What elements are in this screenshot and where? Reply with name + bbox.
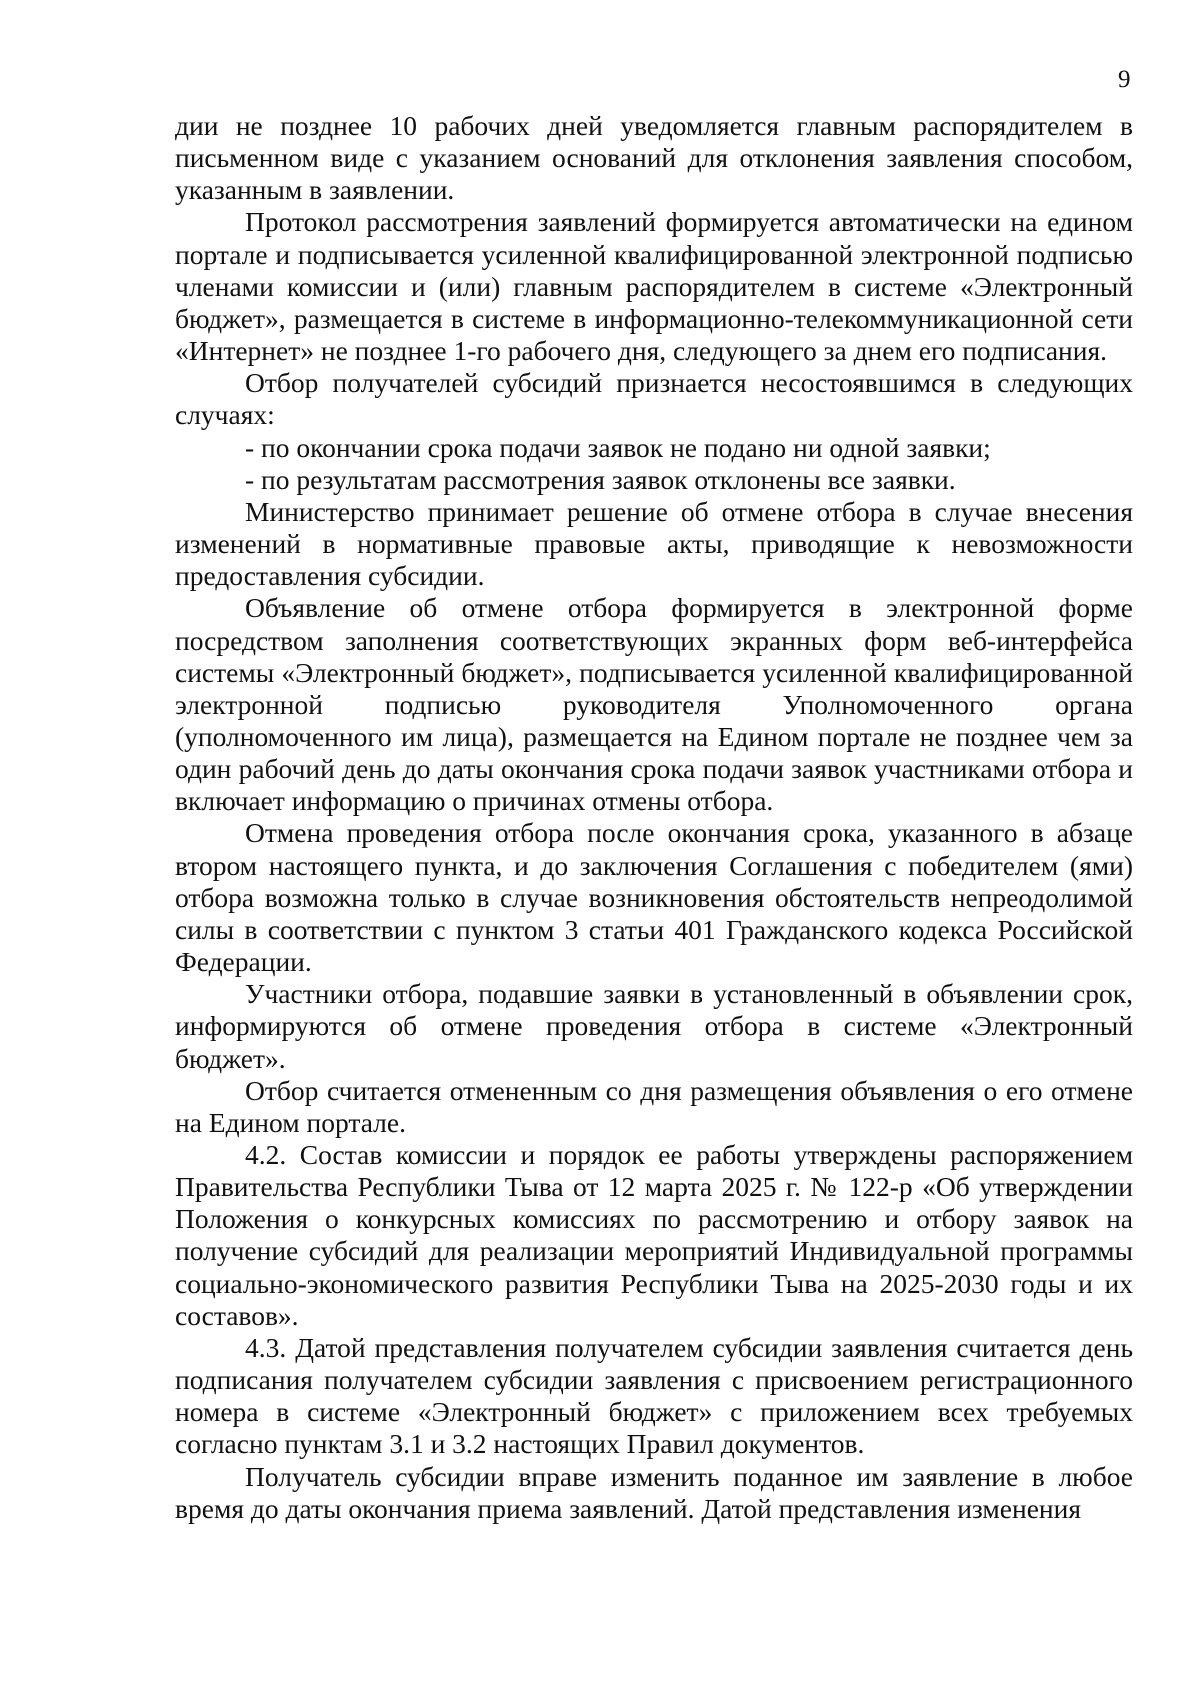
paragraph: Участники отбора, подавшие заявки в установленный в объявлении срок, информируются об отмене проведения отбора в системе «Электронный бюджет». (175, 978, 1133, 1074)
paragraph: Отбор получателей субсидий признается несостоявшимся в следующих случаях: (175, 367, 1133, 431)
page-number: 9 (1118, 66, 1131, 93)
paragraph: 4.2. Состав комиссии и порядок ее работы утверждены распоряжением Правительства Республики Тыва от 12 марта 2025 г. № 122-р «Об утверждении Положения о конкурсных комиссиях по рассмотрению и отбору заявок на получение субсидий для реализации мероприятий Индивидуальной программы социально-экономического развития Республики Тыва на 2025-2030 годы и их составов». (175, 1139, 1133, 1331)
paragraph: Получатель субсидии вправе изменить поданное им заявление в любое время до даты окончания приема заявлений. Датой представления изменения (175, 1460, 1133, 1524)
list-item: - по окончании срока подачи заявок не подано ни одной заявки; (245, 431, 991, 463)
paragraph: Протокол рассмотрения заявлений формируется автоматически на едином портале и подписывается усиленной квалифицированной электронной подписью членами комиссии и (или) главным распорядителем в системе «Электронный бюджет», размещается в системе в информационно-телекоммуникационной сети «Интернет» не позднее 1-го рабочего дня, следующего за днем его подписания. (175, 206, 1133, 367)
list-item: - по результатам рассмотрения заявок отклонены все заявки. (245, 463, 956, 495)
paragraph: Отбор считается отмененным со дня размещения объявления о его отмене на Едином портале. (175, 1074, 1133, 1138)
paragraph: Объявление об отмене отбора формируется в электронной форме посредством заполнения соответствующих экранных форм веб-интерфейса системы «Электронный бюджет», подписывается усиленной квалифицированной электронной подписью руководителя Уполномоченного органа (уполномоченного им лица), размещается на Едином портале не позднее чем за один рабочий день до даты окончания срока подачи заявок участниками отбора и включает информацию о причинах отмены отбора. (175, 592, 1133, 817)
document-body (175, 110, 1133, 1525)
paragraph: Министерство принимает решение об отмене отбора в случае внесения изменений в нормативные правовые акты, приводящие к невозможности предоставления субсидии. (175, 495, 1133, 592)
paragraph: дии не позднее 10 рабочих дней уведомляется главным распорядителем в письменном виде с указанием оснований для отклонения заявления способом, указанным в заявлении. (175, 110, 1133, 206)
paragraph: 4.3. Датой представления получателем субсидии заявления считается день подписания получателем субсидии заявления с присвоением регистрационного номера в системе «Электронный бюджет» с приложением всех требуемых согласно пунктам 3.1 и 3.2 настоящих Правил документов. (175, 1331, 1133, 1460)
paragraph: Отмена проведения отбора после окончания срока, указанного в абзаце втором настоящего пункта, и до заключения Соглашения с победителем (ями) отбора возможна только в случае возникновения обстоятельств непреодолимой силы в соответствии с пунктом 3 статьи 401 Гражданского кодекса Российской Федерации. (175, 817, 1133, 978)
